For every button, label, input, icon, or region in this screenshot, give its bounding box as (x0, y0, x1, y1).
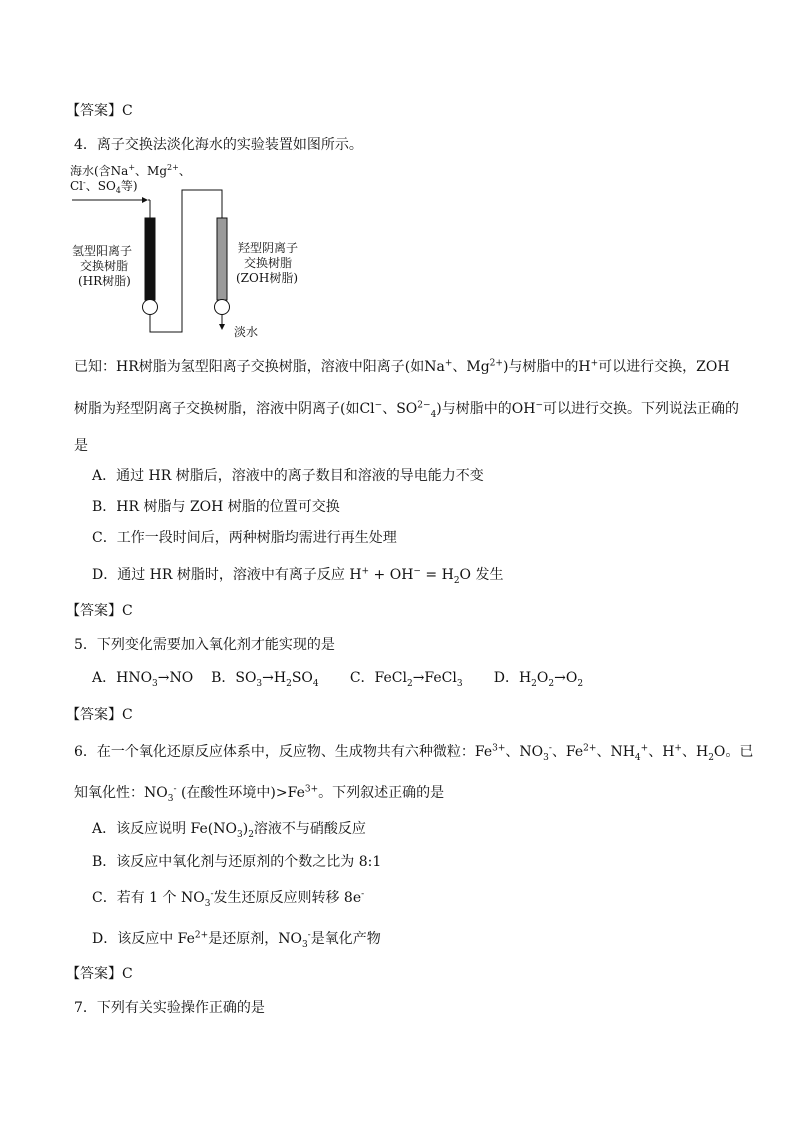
inlet-label-line1: 海水(含Na+、$Mg^{2+}$、 (70, 163, 191, 178)
q4-option-a: A．通过 HR 树脂后，溶液中的离子数目和溶液的导电能力不变 (92, 468, 484, 484)
q5-option-b: B．$SO_3\to H_2SO_4$ (211, 670, 319, 689)
q3-answer: 【答案】C (66, 103, 133, 119)
zoh-label-2: 交换树脂 (244, 256, 293, 270)
q6-option-d: D．该反应中 $Fe^{2+}$是还原剂，$NO_3^-$是氧化产物 (92, 930, 381, 950)
q4-stem: 4．离子交换法淡化海水的实验装置如图所示。 (74, 137, 363, 153)
q6-stem-line1: 6．在一个氧化还原反应体系中，反应物、生成物共有六种微粒：$Fe^{3+}$、$NO_3^-$、$Fe^{2+}$、$NH_4^+$、H+、$H_2O$。已 (74, 743, 754, 763)
ion-exchange-diagram (70, 160, 330, 345)
q5-option-a: A．$HNO_3\to NO$ (92, 670, 194, 689)
q4-option-c: C．工作一段时间后，两种树脂均需进行再生处理 (92, 530, 397, 546)
inlet-label-line2: Cl-、$SO_4$等) (70, 178, 138, 195)
q5-stem: 5．下列变化需要加入氧化剂才能实现的是 (74, 637, 335, 653)
q4-known-line2: 树脂为羟型阴离子交换树脂，溶液中阴离子(如Cl−、$SO^{2-}_4$)与树脂中的OH−可以进行交换。下列说法正确的 (74, 400, 739, 420)
hr-label-2: 交换树脂 (80, 259, 129, 273)
q5-option-c: C．FeCl$_2$→FeCl$_3$ (349, 670, 463, 689)
outlet-label: 淡水 (234, 325, 259, 339)
q6-option-c: C．若有 1 个 $NO_3^-$发生还原反应则转移 8e- (92, 889, 365, 909)
hr-label-1: 氢型阳离子 (72, 244, 133, 258)
q4-option-d: D．通过 HR 树脂时，溶液中有离子反应 $H^+ + OH^- = H_2O$ 发生 (92, 566, 504, 586)
hr-label-3: (HR树脂) (78, 274, 131, 288)
zoh-label-3: (ZOH树脂) (236, 271, 299, 285)
q4-known-line1: 已知：HR树脂为氢型阳离子交换树脂，溶液中阳离子(如Na+、$Mg^{2+}$)与树脂中的H+可以进行交换，ZOH (74, 358, 730, 375)
q4-known-line3: 是 (74, 438, 88, 454)
q5-answer: 【答案】C (66, 707, 133, 723)
q4-answer: 【答案】C (66, 603, 133, 619)
hr-resin-column (145, 218, 155, 300)
q4-option-b: B．HR 树脂与 ZOH 树脂的位置可交换 (92, 499, 340, 515)
q7-stem: 7．下列有关实验操作正确的是 (74, 1000, 265, 1016)
hr-column-bulb (143, 300, 158, 315)
q6-answer: 【答案】C (66, 966, 133, 982)
q6-option-a: A．该反应说明 $Fe(NO_3)_2$溶液不与硝酸反应 (92, 821, 366, 840)
zoh-column-bulb (215, 300, 230, 315)
inlet-arrowhead (142, 197, 148, 203)
q6-stem-line2: 知氧化性：$NO_3^-$ (在酸性环境中)$>Fe^{3+}$。下列叙述正确的是 (74, 784, 445, 804)
connecting-tube (150, 190, 222, 332)
outlet-arrowhead (219, 324, 225, 330)
zoh-resin-column (217, 218, 227, 300)
q6-option-b: B．该反应中氧化剂与还原剂的个数之比为 8:1 (92, 854, 382, 870)
zoh-label-1: 羟型阴离子 (238, 241, 299, 255)
q5-option-d: D．$H_2O_2\to O_2$ (493, 670, 584, 689)
q5-options (92, 668, 583, 688)
